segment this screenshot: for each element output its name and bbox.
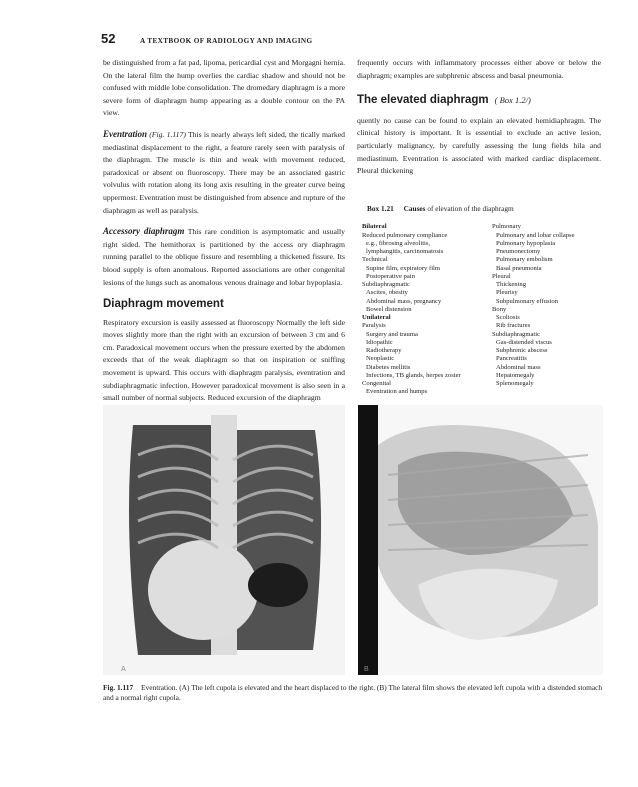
box-item: Subdiaphragmatic	[362, 281, 410, 288]
box-item: Subdiaphragmatic	[492, 330, 540, 338]
caption-text: Eventration. (A) The left cupola is elevated and the heart displaced to the right. (B) The lateral film shows the elevated left cupola with a distended stomach and a normal right cupola.	[103, 683, 603, 702]
box-item: Bowel distension	[366, 305, 412, 313]
box-item: Supine film, expiratory film	[366, 264, 440, 272]
accessory-text: This rare condition is asymptomatic and usually right sided. The hemithorax is partitioned by the access ory diaphragm running parallel to the oblique fissure and resembling a thickened fissure. Its blood supply is often anomalous. Reported associations are other congenital lesions of the lungs such as anomalous venous drainage and lobar hypoplasia.	[103, 227, 345, 287]
box-item: lymphangitis, carcinomatosis	[366, 248, 444, 255]
box-item: Diabetes mellitis	[366, 363, 411, 371]
panel-b-label: B	[364, 666, 369, 673]
elevated-heading: The elevated diaphragm	[357, 94, 489, 107]
box-item: Pleurisy	[496, 289, 518, 297]
box-columns	[362, 223, 602, 396]
movement-paragraph: Respiratory excursion is easily assessed at fluoroscopy Normally the left side moves slightly more than the right with an excursion of between 3 cm and 6 cm. Paradoxical movement occurs when the pressure exerted by the abdomen exceeds that of the weak diaphragm so that on inspiration or sniffing movement is upward. This occurs with diaphragm paralysis, eventration and subdiaphragmatic infection. However paradoxical movement is also seen in a small number of normal subjects. Reduced excursion of the diaphragm	[103, 317, 345, 403]
caption-label: Fig. 1.117	[103, 683, 134, 692]
box-item: Pneumonectomy	[496, 248, 541, 255]
figure-caption	[103, 683, 603, 703]
box-item: Paralysis	[362, 322, 386, 330]
box-item: Bilateral	[362, 223, 387, 231]
eventration-figure-ref: (Fig. 1.117)	[149, 129, 186, 139]
box-item: Pulmonary	[492, 223, 521, 231]
box-item: Pulmonary embolism	[496, 256, 553, 264]
box-item: Subphrenic abscess	[496, 347, 548, 354]
box-title-rest: of elevation of the diaphragm	[427, 204, 514, 213]
box-item: Technical	[362, 256, 388, 264]
continuation-paragraph: frequently occurs with inflammatory processes either above or below the diaphragm; examples are subphrenic abscess and basal pneumonia.	[357, 58, 601, 80]
box-item: Scoliosis	[496, 314, 520, 321]
accessory-lead: Accessory diaphragm	[103, 226, 185, 237]
box-item: Pancreatitis	[496, 355, 527, 363]
box-item: Ascites, obesity	[366, 289, 408, 297]
box-title	[362, 205, 602, 213]
box-item: Neoplastic	[366, 355, 395, 363]
box-item: Unilateral	[362, 314, 391, 321]
box-item: Pleural	[492, 272, 511, 280]
intro-paragraph: be distinguished from a fat pad, lipoma, pericardial cyst and Morgagni hernia. On the lateral film the hump overlies the cardiac shadow and should not be confused with middle lobe consolidation. The dromedary diaphragm is a more severe form of diaphragm hump appearing as a double contour on the PA view.	[103, 58, 345, 118]
box-item: Pulmonary and lobar collapse	[496, 231, 575, 239]
box-causes-word: Causes	[403, 204, 426, 213]
box-item: Pulmonary hypoplasia	[496, 239, 556, 247]
page-number: 52	[101, 31, 116, 46]
right-column	[357, 57, 601, 178]
figure-1-117	[103, 405, 603, 675]
box-number: Box 1.21	[367, 204, 394, 213]
box-item: Splenomegaly	[496, 380, 534, 387]
eventration-text: This is nearly always left sided, the tically marked mediastinal displacement to the right, a feature rarely seen with paralysis of the diaphragm. The muscle is thin and weak with movement reduced, paradoxical or absent on fluoroscopy. There may be an associated gastric volvulus with rotation along its long axis resulting in the greater curve being uppermost. Eventration must be distinguished from absence and rupture of the diaphragm as well as paralysis.	[103, 129, 346, 215]
xray-panel-b	[358, 405, 603, 675]
panel-a-label: A	[121, 666, 126, 673]
box-item: Hepatomegaly	[496, 371, 535, 379]
eventration-lead: Eventration	[103, 128, 148, 139]
running-head: A TEXTBOOK OF RADIOLOGY AND IMAGING	[140, 37, 313, 45]
box-item: Congenital	[362, 380, 391, 387]
elevated-paragraph: quently no cause can be found to explain an elevated hemidiaphragm. The clinical history is important. It is essential to exclude an active lesion, particularly malignancy, by carefully assessing the lung fields hila and mediastinum. Eventration is associated with marked cardiac displacement. Pleural thickening	[357, 115, 601, 176]
box-item: Eventration and humps	[366, 388, 428, 396]
box-column-1	[362, 223, 492, 396]
eventration-paragraph	[103, 128, 345, 217]
box-item: Postoperative pain	[366, 272, 415, 280]
box-item: Subpulmonary effusion	[496, 297, 558, 305]
movement-heading: Diaphragm movement	[103, 298, 224, 311]
box-item: Abdominal mass	[496, 363, 541, 371]
elevated-box-ref: ( Box 1.2/)	[494, 95, 531, 106]
box-item: Abdominal mass, pregnancy	[366, 297, 442, 305]
box-item: Idiopathic	[366, 338, 393, 346]
elevated-heading-row	[357, 94, 601, 107]
box-item: Infections, TB glands, herpes zoster	[366, 371, 461, 379]
box-item: Bony	[492, 305, 507, 313]
box-item: Radiotherapy	[366, 347, 402, 354]
box-item: e.g., fibrosing alveolitis,	[366, 239, 431, 247]
accessory-paragraph	[103, 225, 345, 289]
causes-box	[362, 205, 602, 397]
box-item: Gas-distended viscus	[496, 338, 552, 346]
box-item: Thickening	[496, 281, 527, 288]
box-item: Rib fractures	[496, 322, 531, 330]
box-item: Reduced pulmonary compliance	[362, 231, 448, 239]
left-column	[103, 57, 345, 405]
box-column-2	[492, 223, 602, 396]
xray-panel-a	[103, 405, 345, 675]
box-item: Basal pneumonia	[496, 264, 542, 272]
box-item: Surgery and trauma	[366, 330, 418, 338]
